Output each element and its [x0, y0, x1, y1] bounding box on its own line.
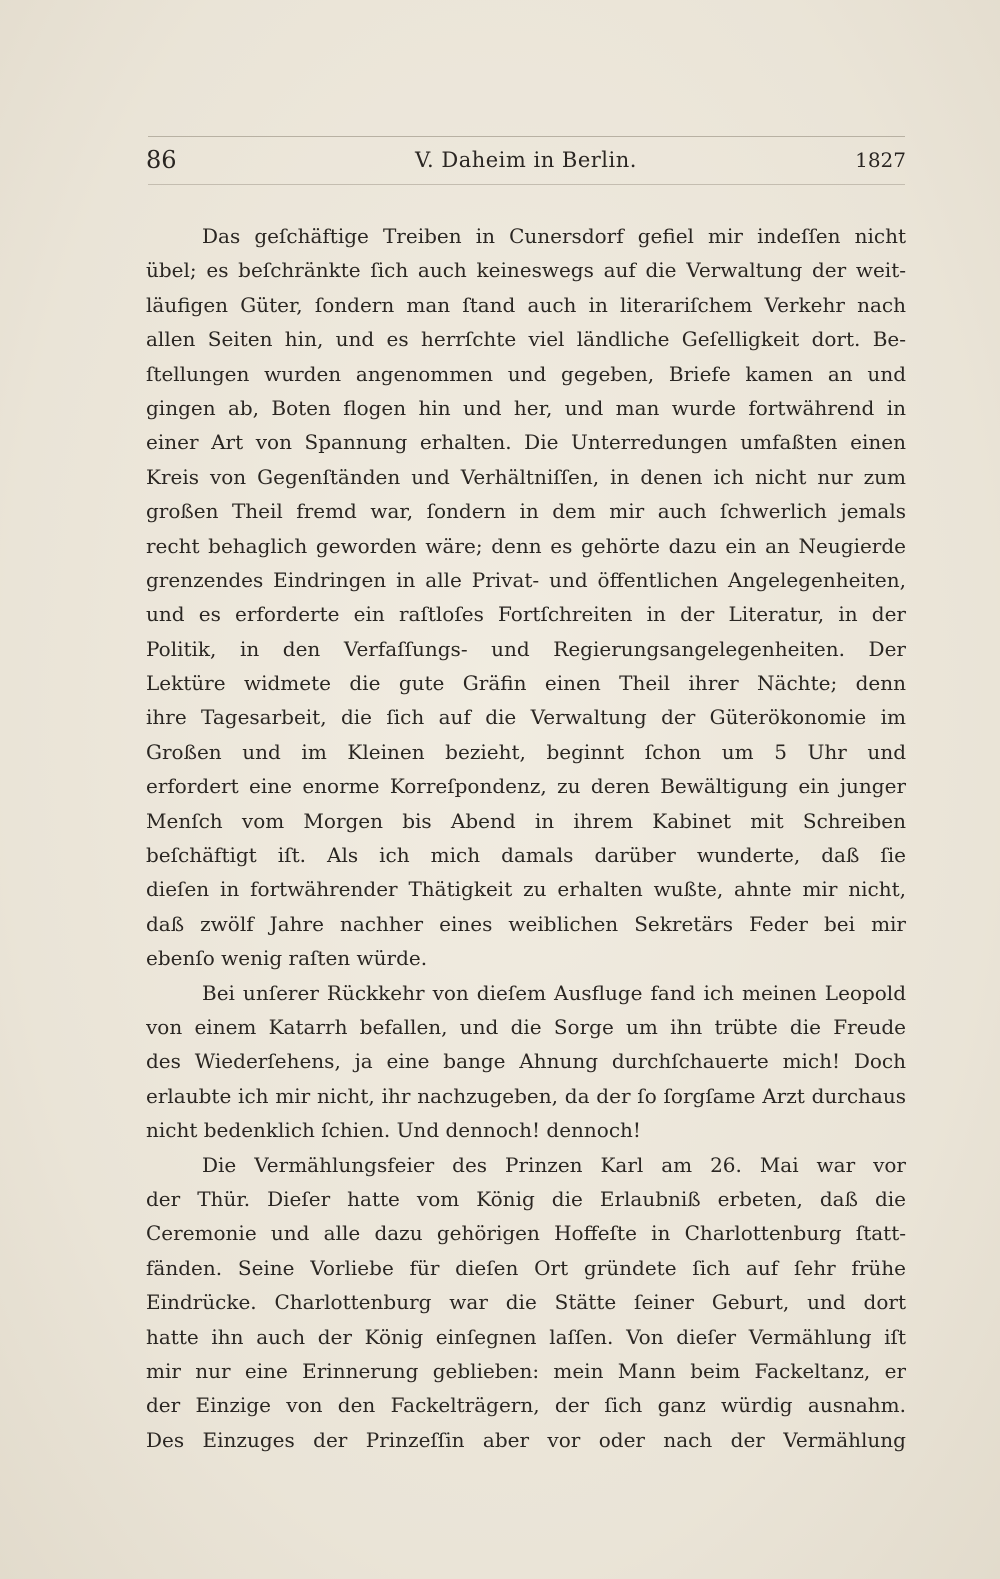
text-line: großen Theil fremd war, ſondern in dem mir auch ſchwerlich jemals	[146, 499, 906, 524]
text-line: grenzendes Eindringen in alle Privat- und öffentlichen Angelegenheiten,	[146, 567, 906, 592]
text-line: des Wiederſehens, ja eine bange Ahnung durchſchauerte mich! Doch	[146, 1049, 906, 1074]
text-line: Des Einzuges der Prinzeſſin aber vor oder nach der Vermählung	[146, 1427, 906, 1452]
text-line: daß zwölf Jahre nachher eines weiblichen Sekretärs Feder bei mir	[146, 911, 906, 936]
text-line: allen Seiten hin, und es herrſchte viel ländliche Geſelligkeit dort. Be-	[146, 327, 906, 352]
running-title: V. Daheim in Berlin.	[415, 148, 637, 172]
header-bottom-rule	[148, 184, 905, 185]
body-text	[146, 219, 906, 1457]
text-line: Menſch vom Morgen bis Abend in ihrem Kabinet mit Schreiben	[146, 808, 906, 833]
text-line: mir nur eine Erinnerung geblieben: mein Mann beim Fackeltanz, er	[146, 1358, 906, 1383]
header-year: 1827	[855, 148, 906, 172]
text-line: dieſen in fortwährender Thätigkeit zu erhalten wußte, ahnte mir nicht,	[146, 877, 906, 902]
text-line: erlaubte ich mir nicht, ihr nachzugeben, da der ſo ſorgſame Arzt durchaus	[146, 1083, 906, 1108]
text-line: der Thür. Dieſer hatte vom König die Erlaubniß erbeten, daß die	[146, 1186, 906, 1211]
text-line: Großen und im Kleinen bezieht, beginnt ſchon um 5 Uhr und	[146, 739, 906, 764]
text-line: von einem Katarrh befallen, und die Sorge um ihn trübte die Freude	[146, 1014, 906, 1039]
text-line: einer Art von Spannung erhalten. Die Unterredungen umfaßten einen	[146, 430, 906, 455]
text-line: Lektüre widmete die gute Gräfin einen Theil ihrer Nächte; denn	[146, 671, 906, 696]
text-line: übel; es beſchränkte ſich auch keineswegs auf die Verwaltung der weit-	[146, 258, 906, 283]
page-header	[146, 140, 906, 180]
page-number: 86	[146, 146, 177, 174]
text-line: Politik, in den Verfaſſungs- und Regierungsangelegenheiten. Der	[146, 636, 906, 661]
text-line: recht behaglich geworden wäre; denn es gehörte dazu ein an Neugierde	[146, 533, 906, 558]
text-line: Eindrücke. Charlottenburg war die Stätte ſeiner Geburt, und dort	[146, 1290, 906, 1315]
text-line: hatte ihn auch der König einſegnen laſſen. Von dieſer Vermählung iſt	[146, 1324, 906, 1349]
text-line: fänden. Seine Vorliebe für dieſen Ort gründete ſich auf ſehr frühe	[146, 1255, 906, 1280]
text-line: und es erforderte ein raſtloſes Fortſchreiten in der Literatur, in der	[146, 602, 906, 627]
text-line: beſchäftigt iſt. Als ich mich damals darüber wunderte, daß ſie	[146, 843, 906, 868]
text-line: Die Vermählungsfeier des Prinzen Karl am 26. Mai war vor	[202, 1152, 906, 1177]
text-line: ſtellungen wurden angenommen und gegeben, Briefe kamen an und	[146, 361, 906, 386]
text-line: Bei unſerer Rückkehr von dieſem Ausfluge fand ich meinen Leopold	[202, 980, 906, 1005]
text-line: Kreis von Gegenſtänden und Verhältniſſen, in denen ich nicht nur zum	[146, 464, 906, 489]
text-line: läufigen Güter, ſondern man ſtand auch in literariſchem Verkehr nach	[146, 292, 906, 317]
text-line: Das geſchäftige Treiben in Cunersdorf gefiel mir indeſſen nicht	[202, 224, 906, 248]
text-line: erfordert eine enorme Korreſpondenz, zu deren Bewältigung ein junger	[146, 774, 906, 799]
text-line: der Einzige von den Fackelträgern, der ſich ganz würdig ausnahm.	[146, 1393, 906, 1418]
text-line: Ceremonie und alle dazu gehörigen Hoffeſte in Charlottenburg ſtatt-	[146, 1221, 906, 1246]
text-line: nicht bedenklich ſchien. Und dennoch! dennoch!	[146, 1118, 641, 1143]
text-line: ihre Tagesarbeit, die ſich auf die Verwaltung der Güterökonomie im	[146, 705, 906, 730]
text-line: gingen ab, Boten flogen hin und her, und man wurde fortwährend in	[146, 395, 906, 420]
text-line: ebenſo wenig raſten würde.	[146, 946, 428, 971]
header-top-rule	[148, 136, 905, 137]
